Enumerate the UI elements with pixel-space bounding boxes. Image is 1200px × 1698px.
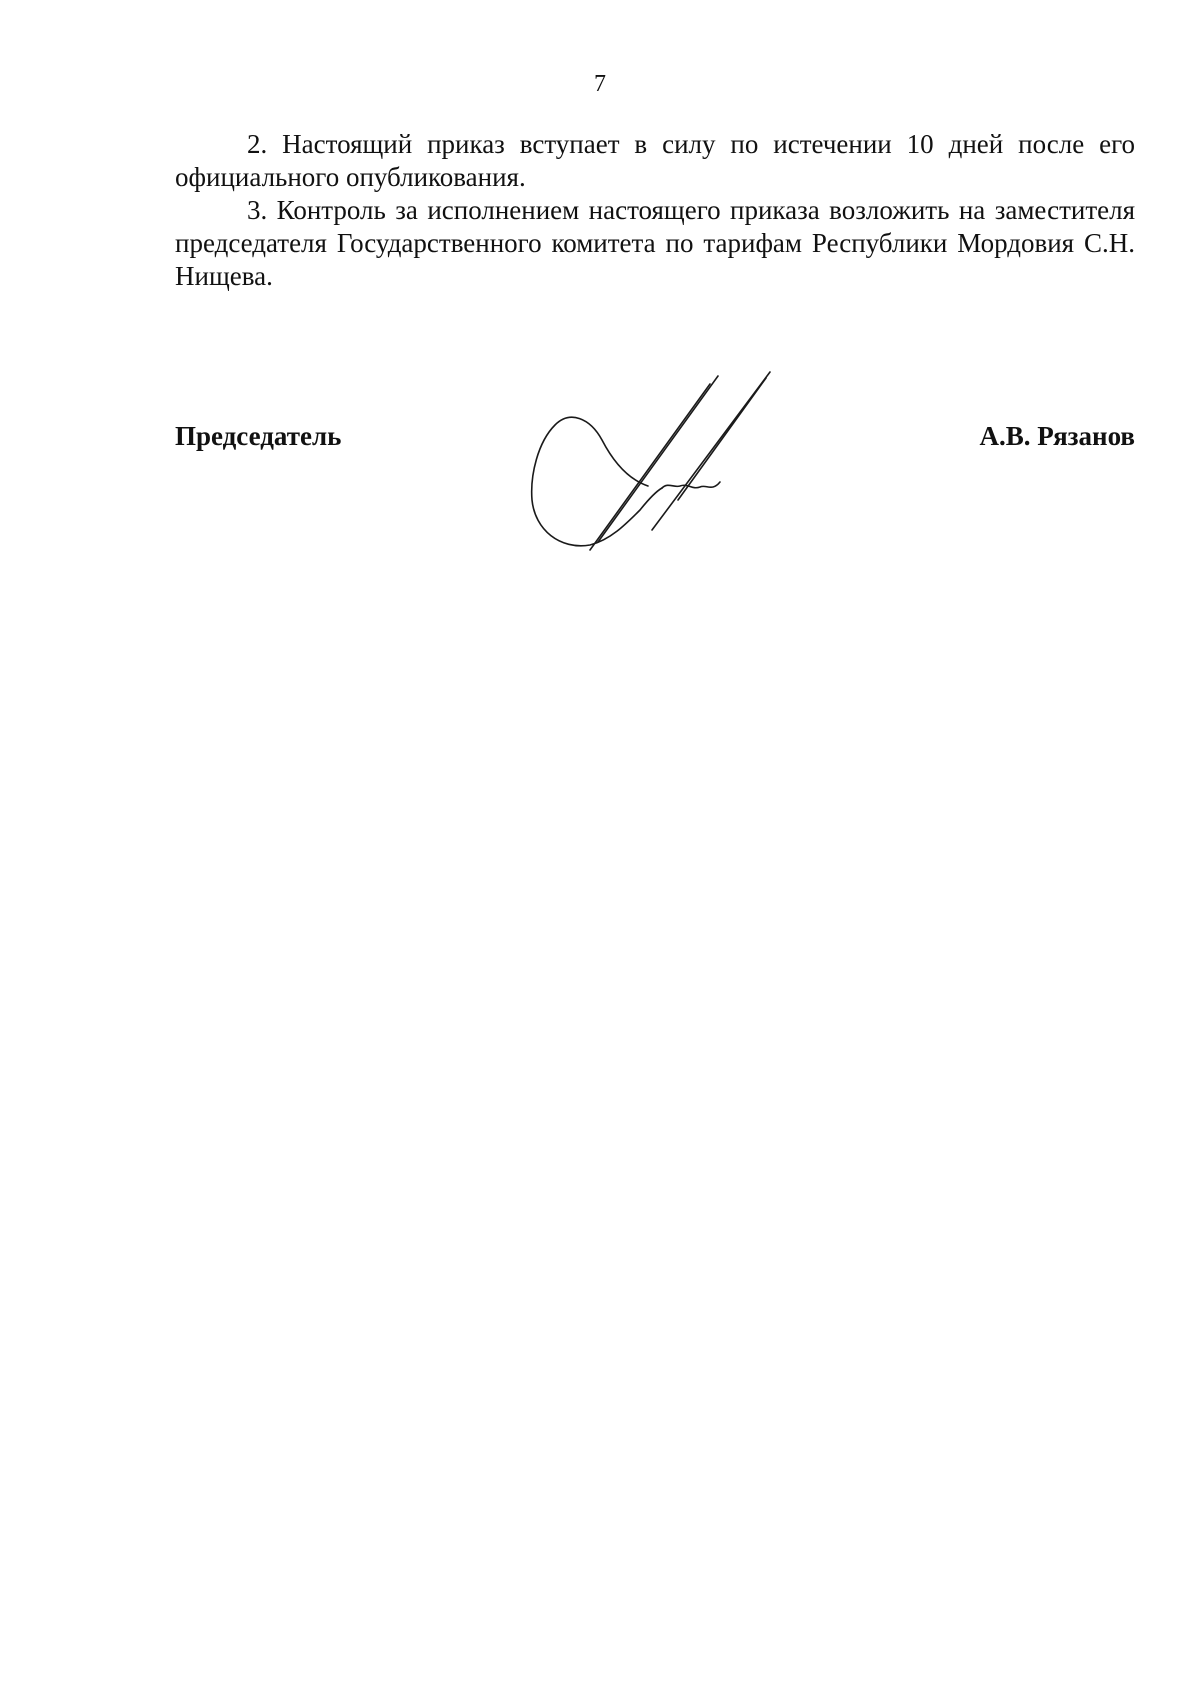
signatory-title: Председатель [175, 421, 342, 451]
handwritten-signature-icon [530, 370, 840, 570]
signature-diagonal-stroke-4 [678, 378, 766, 500]
paragraph-effective-date: 2. Настоящий приказ вступает в силу по истечении 10 дней после его официального опубликования. [175, 129, 1135, 192]
signatory-name: А.В. Рязанов [979, 421, 1135, 451]
paragraph-control-assignment: 3. Контроль за исполнением настоящего приказа возложить на заместителя председателя Государственного комитета по тарифам Республики Мордовия С.Н. Нищева. [175, 195, 1135, 291]
signature-diagonal-stroke-2 [598, 376, 718, 542]
page-number: 7 [594, 71, 606, 97]
document-body [175, 128, 1135, 293]
signature-diagonal-stroke-1 [590, 384, 710, 550]
